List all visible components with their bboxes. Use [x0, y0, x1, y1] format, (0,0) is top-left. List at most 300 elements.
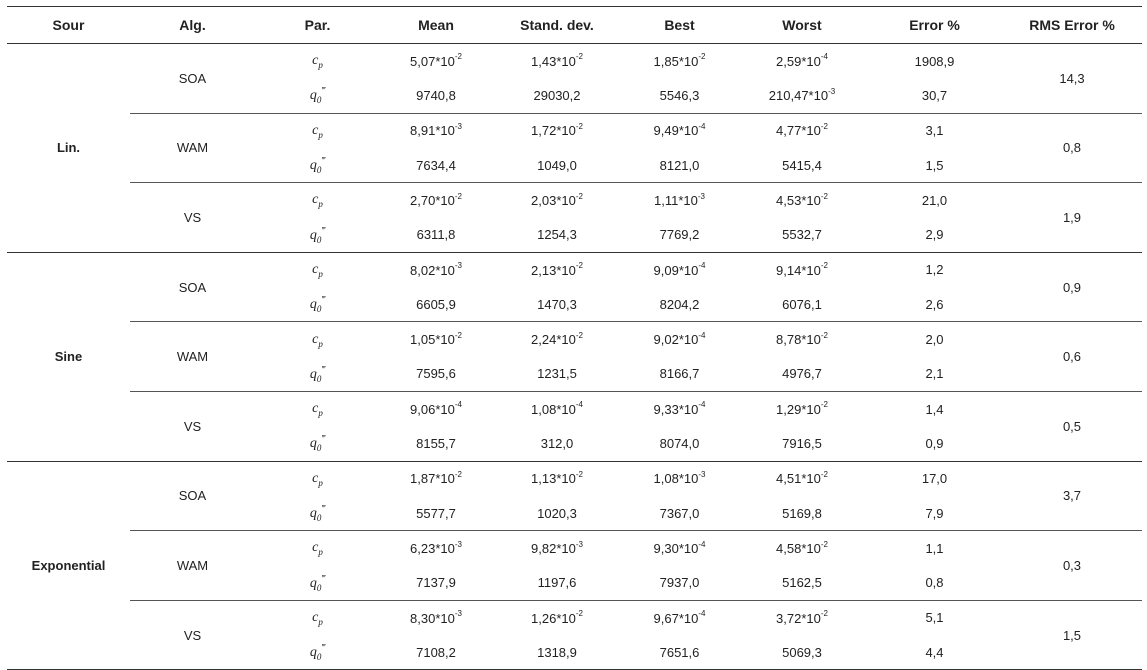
sci-mantissa: 2,13*10 — [531, 262, 576, 278]
sci-mantissa: 4,53*10 — [776, 193, 821, 208]
param-symbol — [312, 610, 323, 625]
value-error: 2,1 — [867, 357, 1002, 392]
param-base: q — [309, 505, 317, 521]
param-base: q — [309, 227, 317, 243]
sci-value — [776, 193, 828, 208]
sci-exponent: -2 — [820, 330, 828, 340]
value-std: 1020,3 — [492, 496, 622, 531]
sci-exponent: -3 — [697, 191, 705, 201]
value-mean — [380, 461, 492, 496]
value-best — [622, 113, 737, 148]
sci-value — [776, 54, 828, 69]
value-mean: 6311,8 — [380, 217, 492, 252]
sci-mantissa: 1,08*10 — [653, 471, 699, 487]
param-subscript: 0 — [316, 582, 322, 593]
value-worst — [737, 531, 867, 566]
header-sour: Sour — [7, 7, 130, 44]
value-best — [622, 531, 737, 566]
value-best: 8074,0 — [622, 426, 737, 461]
sci-value — [776, 123, 828, 138]
sci-exponent: -2 — [575, 52, 583, 62]
table-row — [7, 322, 1142, 357]
value-best — [622, 183, 737, 218]
value-best: 7651,6 — [622, 635, 737, 670]
param-superscript: ‴ — [321, 85, 326, 96]
value-error: 7,9 — [867, 496, 1002, 531]
value-error: 2,0 — [925, 332, 944, 348]
value-mean: 7137,9 — [380, 565, 492, 600]
value-mean: 7595,6 — [380, 357, 492, 392]
sci-exponent: -2 — [820, 191, 828, 201]
rms-error-cell: 3,7 — [1002, 461, 1142, 531]
sci-mantissa: 1,13*10 — [531, 471, 576, 487]
value-std: 1470,3 — [492, 287, 622, 322]
value-mean: 8155,7 — [380, 426, 492, 461]
param-cp — [255, 391, 380, 426]
sci-value — [776, 541, 828, 556]
param-symbol — [309, 364, 326, 384]
value-error: 17,0 — [921, 471, 948, 487]
sci-mantissa: 2,03*10 — [531, 193, 576, 208]
param-superscript: ‴ — [321, 642, 326, 653]
sci-value — [531, 263, 583, 278]
param-subscript: p — [318, 477, 323, 488]
value-mean — [380, 113, 492, 148]
value-worst — [737, 391, 867, 426]
sci-mantissa: 1,29*10 — [776, 401, 821, 417]
value-std — [492, 44, 622, 79]
algorithm-cell: SOA — [130, 44, 255, 114]
param-q0 — [255, 565, 380, 600]
param-q0 — [255, 217, 380, 252]
param-superscript: ‴ — [321, 503, 326, 514]
value-best: 7769,2 — [622, 217, 737, 252]
param-symbol — [309, 642, 326, 662]
value-error: 5,1 — [925, 610, 944, 626]
sci-mantissa: 9,67*10 — [653, 610, 699, 626]
table-row — [7, 391, 1142, 426]
value-worst — [737, 461, 867, 496]
param-base: c — [312, 540, 319, 556]
sci-value — [654, 402, 706, 417]
value-worst — [737, 322, 867, 357]
value-error: 30,7 — [867, 78, 1002, 113]
param-subscript: 0 — [316, 95, 322, 106]
param-subscript: 0 — [316, 303, 322, 314]
sci-value — [531, 332, 583, 347]
sci-mantissa: 9,30*10 — [653, 540, 699, 556]
sci-mantissa: 9,49*10 — [653, 123, 699, 139]
param-base: q — [309, 575, 317, 591]
sci-mantissa: 8,78*10 — [776, 332, 821, 348]
sci-mantissa: 4,51*10 — [776, 471, 821, 487]
sci-exponent: -4 — [575, 400, 583, 410]
value-worst — [737, 183, 867, 218]
table-body — [7, 44, 1142, 670]
value-error: 2,9 — [867, 217, 1002, 252]
value-best: 8121,0 — [622, 148, 737, 183]
value-mean — [380, 600, 492, 635]
source-cell: Sine — [7, 252, 130, 461]
value-best — [622, 600, 737, 635]
param-subscript: p — [318, 338, 323, 349]
sci-exponent: -3 — [454, 261, 462, 271]
sci-mantissa: 4,58*10 — [776, 540, 821, 556]
param-base: q — [309, 297, 317, 313]
param-cp — [255, 461, 380, 496]
sci-exponent: -2 — [454, 330, 462, 340]
sci-value — [410, 193, 462, 208]
sci-exponent: -2 — [575, 122, 583, 132]
param-subscript: 0 — [316, 651, 322, 662]
value-error: 1,4 — [925, 401, 944, 417]
sci-exponent: -2 — [454, 191, 462, 201]
table-row — [7, 183, 1142, 218]
value-std — [492, 531, 622, 566]
param-base: c — [312, 401, 319, 417]
param-subscript: p — [318, 268, 323, 279]
param-symbol — [309, 85, 326, 106]
sci-mantissa: 2,24*10 — [531, 332, 576, 348]
sci-mantissa: 1,72*10 — [531, 123, 576, 139]
value-std — [492, 600, 622, 635]
value-error: 1,1 — [925, 540, 944, 556]
header-alg: Alg. — [130, 7, 255, 44]
sci-exponent: -2 — [820, 539, 828, 549]
value-error: 1,5 — [867, 148, 1002, 183]
sci-exponent: -4 — [698, 539, 706, 549]
sci-value — [654, 263, 706, 278]
value-mean: 9740,8 — [380, 78, 492, 113]
rms-error-cell: 0,6 — [1002, 322, 1142, 392]
value-std — [492, 391, 622, 426]
header-par: Par. — [255, 7, 380, 44]
sci-exponent: -4 — [698, 609, 706, 619]
rms-error-cell: 0,5 — [1002, 391, 1142, 461]
sci-value — [531, 193, 583, 208]
value-worst: 5069,3 — [737, 635, 867, 670]
sci-exponent: -2 — [575, 330, 583, 340]
sci-value — [531, 471, 583, 486]
value-std — [492, 461, 622, 496]
value-worst — [737, 600, 867, 635]
value-std — [492, 322, 622, 357]
param-subscript: 0 — [316, 443, 322, 454]
sci-value — [654, 332, 706, 347]
param-base: q — [309, 645, 317, 661]
sci-mantissa: 9,09*10 — [653, 262, 699, 278]
param-base: q — [309, 157, 317, 173]
sci-value — [531, 611, 583, 626]
value-worst — [737, 78, 867, 113]
algorithm-cell: SOA — [130, 461, 255, 531]
value-mean — [380, 44, 492, 79]
sci-mantissa: 4,77*10 — [776, 123, 821, 139]
param-symbol — [309, 433, 326, 454]
sci-exponent: -3 — [575, 539, 583, 549]
sci-exponent: -2 — [820, 261, 828, 271]
algorithm-cell: VS — [130, 183, 255, 253]
sci-mantissa: 9,06*10 — [410, 401, 455, 417]
sci-value — [654, 54, 706, 69]
header-std: Stand. dev. — [492, 7, 622, 44]
sci-mantissa: 8,91*10 — [410, 123, 455, 139]
value-worst: 5532,7 — [737, 217, 867, 252]
table-row — [7, 461, 1142, 496]
value-mean — [380, 531, 492, 566]
value-best: 7367,0 — [622, 496, 737, 531]
sci-value — [410, 541, 462, 556]
value-best: 8204,2 — [622, 287, 737, 322]
sci-exponent: -2 — [575, 609, 583, 619]
sci-value — [410, 54, 462, 69]
sci-exponent: -2 — [575, 470, 583, 480]
value-std: 29030,2 — [492, 78, 622, 113]
value-std — [492, 183, 622, 218]
param-base: q — [309, 366, 317, 382]
param-subscript: 0 — [316, 164, 322, 175]
sci-mantissa: 1,85*10 — [653, 53, 699, 69]
param-subscript: 0 — [316, 234, 322, 245]
sci-exponent: -2 — [575, 261, 583, 271]
sci-exponent: -2 — [575, 191, 583, 201]
sci-exponent: -4 — [698, 330, 706, 340]
param-q0 — [255, 78, 380, 113]
value-best: 8166,7 — [622, 357, 737, 392]
sci-value — [410, 611, 462, 626]
sci-mantissa: 9,82*10 — [531, 540, 576, 556]
sci-exponent: -4 — [698, 261, 706, 271]
param-subscript: 0 — [316, 512, 322, 523]
param-base: q — [309, 436, 317, 452]
param-q0 — [255, 496, 380, 531]
param-symbol — [312, 471, 323, 486]
value-worst — [737, 113, 867, 148]
value-worst — [737, 252, 867, 287]
param-symbol — [312, 53, 323, 71]
param-superscript: ‴ — [321, 364, 326, 375]
header-rms: RMS Error % — [1002, 7, 1142, 44]
param-symbol — [312, 192, 323, 210]
value-worst — [737, 44, 867, 79]
value-std: 1049,0 — [492, 148, 622, 183]
value-error: 0,8 — [867, 565, 1002, 600]
param-base: c — [312, 262, 319, 278]
sci-value — [410, 123, 462, 138]
sci-mantissa: 1,11*10 — [654, 193, 698, 208]
results-table — [7, 6, 1142, 670]
sci-value — [654, 611, 706, 626]
value-worst: 6076,1 — [737, 287, 867, 322]
param-cp — [255, 252, 380, 287]
sci-value — [654, 193, 705, 208]
value-best — [622, 44, 737, 79]
sci-value — [776, 263, 828, 278]
param-q0 — [255, 426, 380, 461]
sci-mantissa: 1,05*10 — [410, 332, 455, 348]
sci-value — [531, 402, 583, 417]
value-std: 1318,9 — [492, 635, 622, 670]
value-best — [622, 461, 737, 496]
sci-exponent: -3 — [454, 122, 462, 132]
value-std: 1254,3 — [492, 217, 622, 252]
value-mean — [380, 183, 492, 218]
sci-value — [410, 471, 462, 486]
param-superscript: ‴ — [321, 224, 326, 235]
algorithm-cell: WAM — [130, 113, 255, 183]
param-subscript: p — [318, 129, 323, 140]
value-error: 1908,9 — [914, 53, 955, 69]
table-row — [7, 44, 1142, 79]
rms-error-cell: 14,3 — [1002, 44, 1142, 114]
sci-mantissa: 2,70*10 — [410, 193, 455, 208]
value-std: 312,0 — [492, 426, 622, 461]
value-std: 1197,6 — [492, 565, 622, 600]
sci-value — [776, 471, 828, 486]
param-subscript: 0 — [316, 373, 322, 384]
header-best: Best — [622, 7, 737, 44]
param-symbol — [312, 332, 323, 347]
sci-mantissa: 2,59*10 — [776, 53, 821, 69]
rms-error-cell: 0,8 — [1002, 113, 1142, 183]
param-subscript: p — [318, 408, 323, 419]
value-best — [622, 322, 737, 357]
param-symbol — [312, 401, 323, 419]
param-base: c — [312, 331, 319, 347]
sci-mantissa: 6,23*10 — [410, 540, 455, 556]
param-subscript: p — [318, 616, 323, 627]
param-superscript: ‴ — [321, 572, 326, 583]
param-symbol — [309, 294, 326, 314]
sci-mantissa: 8,30*10 — [410, 610, 455, 626]
param-symbol — [312, 540, 323, 558]
param-base: c — [312, 192, 319, 208]
table-header — [7, 7, 1142, 44]
sci-exponent: -4 — [820, 52, 828, 62]
sci-exponent: -2 — [820, 470, 828, 480]
sci-exponent: -2 — [820, 400, 828, 410]
value-error: 21,0 — [921, 192, 948, 208]
value-worst: 5415,4 — [737, 148, 867, 183]
sci-exponent: -3 — [454, 609, 462, 619]
param-subscript: p — [318, 547, 323, 558]
sci-exponent: -3 — [454, 539, 462, 549]
table-row — [7, 252, 1142, 287]
value-error: 0,9 — [867, 426, 1002, 461]
sci-value — [654, 541, 706, 556]
sci-exponent: -4 — [454, 400, 462, 410]
sci-value — [654, 471, 706, 486]
value-worst: 4976,7 — [737, 357, 867, 392]
sci-exponent: -4 — [698, 122, 706, 132]
param-symbol — [309, 224, 326, 245]
algorithm-cell: WAM — [130, 531, 255, 601]
param-superscript: ‴ — [321, 294, 326, 305]
param-q0 — [255, 635, 380, 670]
rms-error-cell: 0,9 — [1002, 252, 1142, 322]
sci-mantissa: 210,47*10 — [768, 88, 829, 104]
sci-mantissa: 5,07*10 — [410, 53, 455, 69]
value-mean: 6605,9 — [380, 287, 492, 322]
param-q0 — [255, 287, 380, 322]
value-worst: 7916,5 — [737, 426, 867, 461]
param-superscript: ‴ — [321, 433, 326, 444]
table-row — [7, 600, 1142, 635]
sci-mantissa: 9,14*10 — [776, 262, 821, 278]
value-std: 1231,5 — [492, 357, 622, 392]
sci-value — [410, 402, 462, 417]
param-q0 — [255, 357, 380, 392]
param-cp — [255, 113, 380, 148]
param-symbol — [312, 123, 323, 138]
sci-value — [531, 541, 583, 556]
value-std — [492, 252, 622, 287]
param-cp — [255, 600, 380, 635]
value-error: 3,1 — [925, 123, 944, 139]
sci-mantissa: 1,26*10 — [531, 610, 576, 626]
param-subscript: p — [318, 60, 323, 71]
sci-mantissa: 1,87*10 — [410, 471, 455, 487]
value-worst: 5162,5 — [737, 565, 867, 600]
value-best — [622, 252, 737, 287]
sci-exponent: -3 — [828, 86, 836, 96]
algorithm-cell: SOA — [130, 252, 255, 322]
algorithm-cell: VS — [130, 391, 255, 461]
param-base: c — [312, 610, 319, 625]
param-symbol — [309, 503, 326, 523]
algorithm-cell: WAM — [130, 322, 255, 392]
param-base: c — [312, 470, 319, 486]
sci-value — [410, 263, 462, 278]
param-base: c — [312, 53, 319, 69]
table-row — [7, 113, 1142, 148]
value-best: 5546,3 — [622, 78, 737, 113]
sci-value — [776, 611, 828, 626]
sci-exponent: -2 — [454, 470, 462, 480]
sci-value — [769, 88, 835, 103]
rms-error-cell: 1,9 — [1002, 183, 1142, 253]
algorithm-cell: VS — [130, 600, 255, 670]
param-q0 — [255, 148, 380, 183]
sci-mantissa: 9,33*10 — [653, 401, 699, 417]
sci-mantissa: 3,72*10 — [776, 610, 821, 626]
sci-exponent: -2 — [820, 122, 828, 132]
rms-error-cell: 0,3 — [1002, 531, 1142, 601]
sci-exponent: -2 — [698, 52, 706, 62]
header-mean: Mean — [380, 7, 492, 44]
source-cell: Lin. — [7, 44, 130, 253]
value-mean: 7634,4 — [380, 148, 492, 183]
value-worst: 5169,8 — [737, 496, 867, 531]
header-worst: Worst — [737, 7, 867, 44]
value-best — [622, 391, 737, 426]
sci-value — [410, 332, 462, 347]
param-symbol — [309, 572, 326, 593]
sci-mantissa: 9,02*10 — [653, 332, 699, 348]
source-cell: Exponential — [7, 461, 130, 670]
sci-mantissa: 8,02*10 — [410, 262, 455, 278]
value-std — [492, 113, 622, 148]
sci-value — [654, 123, 706, 138]
value-error: 2,6 — [867, 287, 1002, 322]
value-mean — [380, 252, 492, 287]
param-superscript: ‴ — [321, 155, 326, 166]
table-row — [7, 531, 1142, 566]
param-cp — [255, 44, 380, 79]
sci-value — [776, 402, 828, 417]
sci-exponent: -2 — [820, 609, 828, 619]
value-error: 4,4 — [867, 635, 1002, 670]
